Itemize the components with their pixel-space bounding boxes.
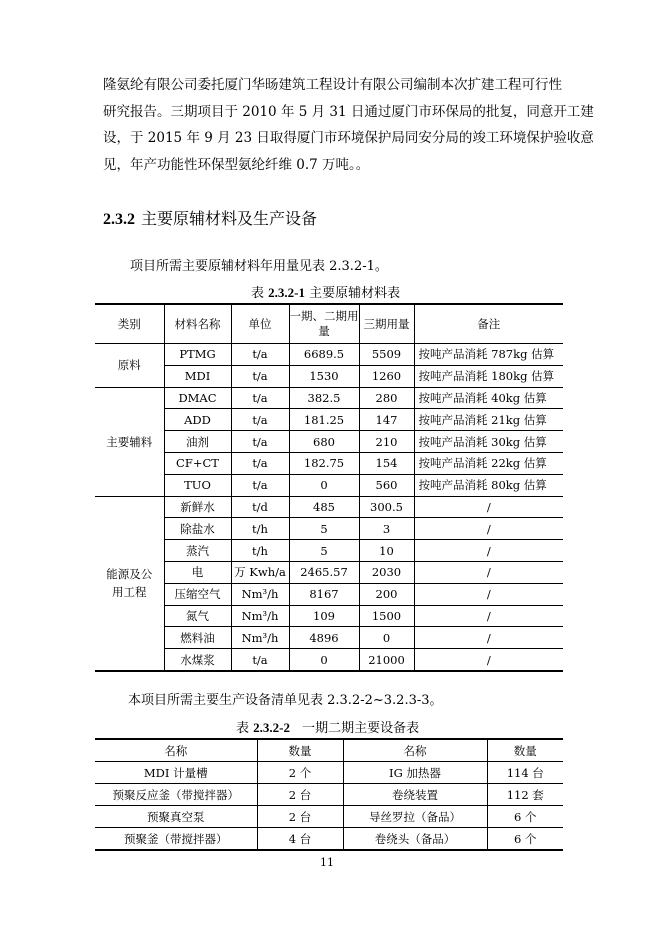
phase12-cell: 8167 — [289, 583, 359, 605]
table-header-row — [95, 739, 563, 762]
equipment-name-cell: 预聚釜（带搅拌器） — [95, 828, 257, 851]
header-category: 类别 — [95, 304, 164, 344]
phase12-cell: 109 — [289, 605, 359, 627]
note-cell: 按吨产品消耗 787kg 估算 — [414, 344, 563, 366]
table-row — [95, 784, 563, 806]
material-name-cell: 压缩空气 — [164, 583, 231, 605]
table1-intro: 项目所需主要原辅材料年用量见表 2.3.2-1。 — [130, 259, 388, 274]
table-row — [95, 605, 563, 627]
quantity-cell: 6 个 — [487, 828, 563, 851]
phase3-cell: 210 — [359, 431, 414, 453]
note-cell: / — [414, 649, 563, 671]
material-name-cell: 燃料油 — [164, 627, 231, 649]
equipment-name-cell: MDI 计量槽 — [95, 762, 257, 784]
caption-title: 主要原辅材料表 — [309, 286, 401, 301]
phase3-cell: 560 — [359, 474, 414, 496]
unit-cell: Nm³/h — [231, 605, 289, 627]
quantity-cell: 2 台 — [257, 784, 343, 806]
unit-cell: t/a — [231, 344, 289, 366]
table-row — [95, 649, 563, 671]
table-row — [95, 387, 563, 409]
table2-intro: 本项目所需主要生产设备清单见表 2.3.2-2~3.2.3-3。 — [128, 693, 443, 708]
section-number: 2.3.2 — [103, 211, 135, 228]
note-cell: 按吨产品消耗 21kg 估算 — [414, 409, 563, 431]
category-cell: 主要辅料 — [95, 387, 164, 496]
table-row — [95, 496, 563, 518]
material-name-cell: ADD — [164, 409, 231, 431]
material-name-cell: 水煤浆 — [164, 649, 231, 671]
section-title: 主要原辅材料及生产设备 — [141, 209, 318, 228]
materials-table-body — [95, 344, 563, 671]
note-cell: / — [414, 540, 563, 562]
quantity-cell: 114 台 — [487, 762, 563, 784]
table-row — [95, 762, 563, 784]
equipment-name-cell: IG 加热器 — [343, 762, 487, 784]
header-qty: 数量 — [257, 739, 343, 762]
unit-cell: t/d — [231, 496, 289, 518]
caption-number: 2.3.2-1 — [268, 285, 305, 300]
table-row — [95, 452, 563, 474]
note-cell: 按吨产品消耗 180kg 估算 — [414, 365, 563, 387]
caption-prefix: 表 — [251, 286, 265, 301]
note-cell: / — [414, 583, 563, 605]
phase3-cell: 280 — [359, 387, 414, 409]
header-qty: 数量 — [487, 739, 563, 762]
material-name-cell: TUO — [164, 474, 231, 496]
phase12-cell: 0 — [289, 474, 359, 496]
equipment-name-cell: 卷绕装置 — [343, 784, 487, 806]
material-name-cell: MDI — [164, 365, 231, 387]
phase12-cell: 485 — [289, 496, 359, 518]
unit-cell: t/a — [231, 649, 289, 671]
phase12-cell: 4896 — [289, 627, 359, 649]
header-phase12: 一期、二期用量 — [289, 304, 359, 344]
phase3-cell: 300.5 — [359, 496, 414, 518]
material-name-cell: 新鲜水 — [164, 496, 231, 518]
material-name-cell: DMAC — [164, 387, 231, 409]
phase12-cell: 181.25 — [289, 409, 359, 431]
material-name-cell: 电 — [164, 561, 231, 583]
note-cell: / — [414, 605, 563, 627]
phase3-cell: 2030 — [359, 561, 414, 583]
phase3-cell: 3 — [359, 518, 414, 540]
note-cell: 按吨产品消耗 22kg 估算 — [414, 452, 563, 474]
body-paragraph — [103, 72, 594, 178]
phase12-cell: 0 — [289, 649, 359, 671]
note-cell: / — [414, 496, 563, 518]
phase12-cell: 5 — [289, 540, 359, 562]
material-name-cell: 氮气 — [164, 605, 231, 627]
phase12-cell: 1530 — [289, 365, 359, 387]
page-number: 11 — [320, 856, 334, 869]
header-name: 材料名称 — [164, 304, 231, 344]
equipment-name-cell: 导丝罗拉（备品） — [343, 806, 487, 828]
phase3-cell: 0 — [359, 627, 414, 649]
header-name: 名称 — [95, 739, 257, 762]
phase3-cell: 200 — [359, 583, 414, 605]
equipment-name-cell: 预聚反应釜（带搅拌器） — [95, 784, 257, 806]
caption-prefix: 表 — [236, 721, 250, 736]
table2-caption — [236, 717, 419, 736]
paragraph-line: 研究报告。三期项目于 2010 年 5 月 31 日通过厦门市环保局的批复，同意开工建 — [103, 103, 594, 120]
unit-cell: t/a — [231, 474, 289, 496]
table-row — [95, 344, 563, 366]
note-cell: 按吨产品消耗 80kg 估算 — [414, 474, 563, 496]
table-row — [95, 561, 563, 583]
phase12-cell: 382.5 — [289, 387, 359, 409]
header-note: 备注 — [414, 304, 563, 344]
material-name-cell: 除盐水 — [164, 518, 231, 540]
phase3-cell: 21000 — [359, 649, 414, 671]
quantity-cell: 112 套 — [487, 784, 563, 806]
material-name-cell: PTMG — [164, 344, 231, 366]
note-cell: / — [414, 627, 563, 649]
phase12-cell: 6689.5 — [289, 344, 359, 366]
unit-cell: 万 Kwh/a — [231, 561, 289, 583]
header-unit: 单位 — [231, 304, 289, 344]
unit-cell: t/a — [231, 452, 289, 474]
table-row — [95, 806, 563, 828]
quantity-cell: 4 台 — [257, 828, 343, 851]
materials-table — [95, 303, 563, 672]
phase3-cell: 147 — [359, 409, 414, 431]
quantity-cell: 2 个 — [257, 762, 343, 784]
paragraph-line: 设，于 2015 年 9 月 23 日取得厦门市环境保护局同安分局的竣工环境保护验收意 — [103, 130, 594, 146]
material-name-cell: 油剂 — [164, 431, 231, 453]
unit-cell: Nm³/h — [231, 627, 289, 649]
quantity-cell: 2 台 — [257, 806, 343, 828]
equipment-table-body — [95, 762, 563, 851]
table-row — [95, 409, 563, 431]
phase12-cell: 2465.57 — [289, 561, 359, 583]
table-row — [95, 431, 563, 453]
phase3-cell: 5509 — [359, 344, 414, 366]
table-row — [95, 365, 563, 387]
header-name: 名称 — [343, 739, 487, 762]
note-cell: 按吨产品消耗 30kg 估算 — [414, 431, 563, 453]
quantity-cell: 6 个 — [487, 806, 563, 828]
unit-cell: Nm³/h — [231, 583, 289, 605]
phase3-cell: 1500 — [359, 605, 414, 627]
equipment-name-cell: 卷绕头（备品） — [343, 828, 487, 851]
table1-caption — [251, 282, 400, 301]
table-row — [95, 627, 563, 649]
note-cell: 按吨产品消耗 40kg 估算 — [414, 387, 563, 409]
paragraph-line: 见，年产功能性环保型氨纶纤维 0.7 万吨。。 — [103, 156, 370, 173]
note-cell: / — [414, 561, 563, 583]
material-name-cell: CF+CT — [164, 452, 231, 474]
unit-cell: t/a — [231, 387, 289, 409]
phase12-cell: 182.75 — [289, 452, 359, 474]
section-heading — [103, 206, 317, 229]
material-name-cell: 蒸汽 — [164, 540, 231, 562]
table-row — [95, 828, 563, 851]
table-row — [95, 474, 563, 496]
caption-title: 一期二期主要设备表 — [302, 721, 420, 736]
caption-number: 2.3.2-2 — [253, 720, 290, 735]
unit-cell: t/a — [231, 431, 289, 453]
table-row — [95, 583, 563, 605]
phase3-cell: 1260 — [359, 365, 414, 387]
category-cell: 原料 — [95, 344, 164, 388]
phase12-cell: 680 — [289, 431, 359, 453]
table-row — [95, 540, 563, 562]
unit-cell: t/a — [231, 409, 289, 431]
category-cell: 能源及公用工程 — [95, 496, 164, 671]
unit-cell: t/h — [231, 540, 289, 562]
header-phase3: 三期用量 — [359, 304, 414, 344]
phase3-cell: 10 — [359, 540, 414, 562]
phase3-cell: 154 — [359, 452, 414, 474]
table-header-row — [95, 304, 563, 344]
unit-cell: t/a — [231, 365, 289, 387]
equipment-table — [95, 738, 563, 851]
phase12-cell: 5 — [289, 518, 359, 540]
equipment-name-cell: 预聚真空泵 — [95, 806, 257, 828]
table-row — [95, 518, 563, 540]
note-cell: / — [414, 518, 563, 540]
unit-cell: t/h — [231, 518, 289, 540]
paragraph-line: 隆氨纶有限公司委托厦门华旸建筑工程设计有限公司编制本次扩建工程可行性 — [103, 77, 562, 93]
